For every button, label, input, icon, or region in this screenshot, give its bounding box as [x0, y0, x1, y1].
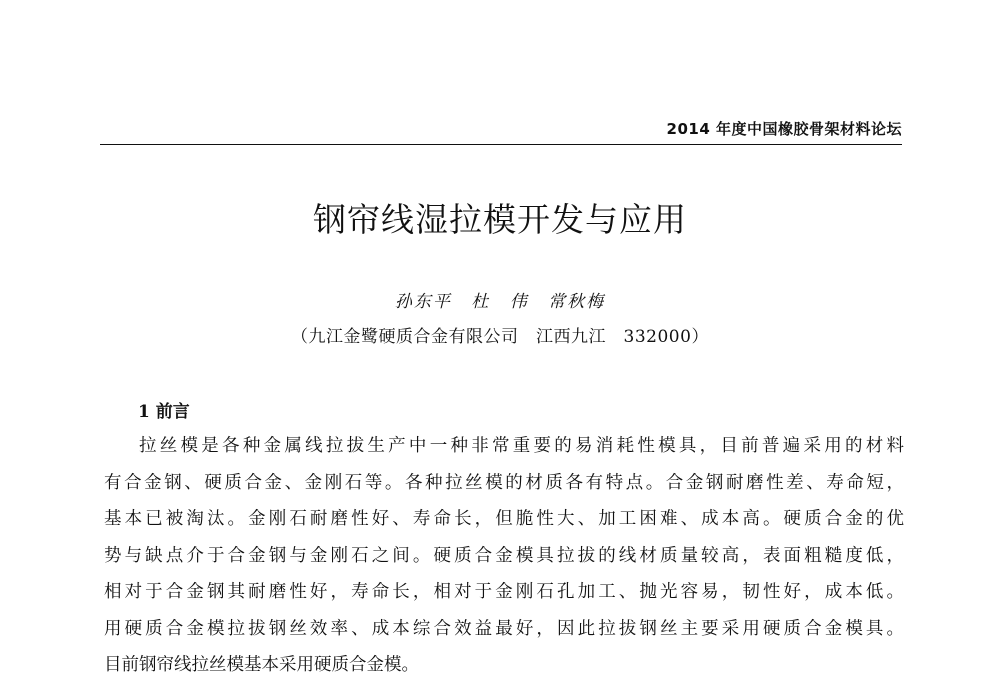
section-body — [104, 428, 904, 684]
running-header: 2014 年度中国橡胶骨架材料论坛 — [666, 120, 902, 138]
paper-title: 钢帘线湿拉模开发与应用 — [313, 200, 687, 239]
section-heading: 1 前言 — [138, 402, 190, 422]
body-line: 拉丝模是各种金属线拉拔生产中一种非常重要的易消耗性模具，目前普遍采用的材料 — [139, 436, 904, 456]
body-line: 相对于合金钢其耐磨性好，寿命长，相对于金刚石孔加工、抛光容易，韧性好，成本低。 — [104, 582, 904, 602]
body-line: 有合金钢、硬质合金、金刚石等。各种拉丝模的材质各有特点。合金钢耐磨性差、寿命短， — [104, 472, 904, 493]
body-line: 用硬质合金模拉拔钢丝效率、成本综合效益最好，因此拉拔钢丝主要采用硬质合金模具。 — [104, 618, 904, 639]
header-rule — [100, 144, 902, 145]
body-line: 基本已被淘汰。金刚石耐磨性好、寿命长，但脆性大、加工困难、成本高。硬质合金的优 — [104, 509, 904, 529]
body-line: 目前钢帘线拉丝模基本采用硬质合金模。 — [104, 655, 419, 675]
author-list: 孙东平 杜 伟 常秋梅 — [394, 292, 606, 312]
body-line: 势与缺点介于合金钢与金刚石之间。硬质合金模具拉拔的线材质量较高，表面粗糙度低， — [104, 545, 904, 566]
author-affiliation: （九江金鹭硬质合金有限公司 江西九江 332000） — [291, 327, 709, 347]
